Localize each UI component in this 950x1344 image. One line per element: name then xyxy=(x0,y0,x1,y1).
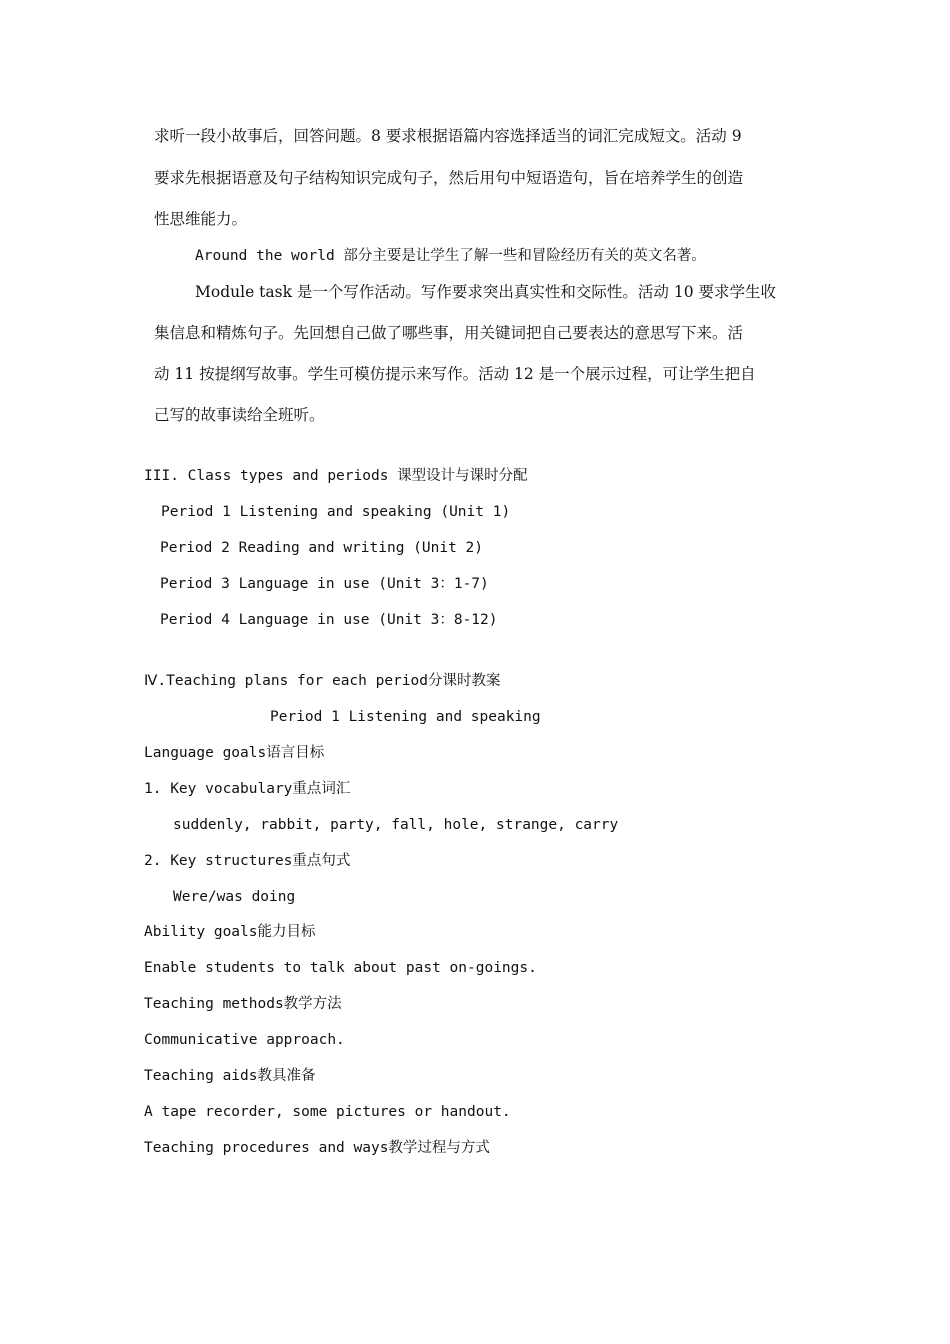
period-4-item: Period 4 Language in use (Unit 3：8-12) xyxy=(160,612,498,628)
module-task-line-4: 己写的故事读给全班听。 xyxy=(154,406,325,424)
ability-goals-heading: Ability goals能力目标 xyxy=(144,924,316,940)
teaching-procedures-heading: Teaching procedures and ways教学过程与方式 xyxy=(144,1140,490,1156)
around-the-world-paragraph: Around the world 部分主要是让学生了解一些和冒险经历有关的英文名著。 xyxy=(195,248,706,264)
intro-line-2: 要求先根据语意及句子结构知识完成句子，然后用句中短语造句，旨在培养学生的创造 xyxy=(154,169,744,187)
ability-goals-text: Enable students to talk about past on-goings. xyxy=(144,960,537,976)
module-task-line-2: 集信息和精炼句子。先回想自己做了哪些事，用关键词把自己要表达的意思写下来。活 xyxy=(154,324,744,342)
section-3-heading: III. Class types and periods 课型设计与课时分配 xyxy=(144,468,528,484)
vocabulary-list: suddenly, rabbit, party, fall, hole, strange, carry xyxy=(173,817,619,833)
key-structures-heading: 2. Key structures重点句式 xyxy=(144,853,351,869)
structure-item: Were/was doing xyxy=(173,889,296,905)
language-goals-heading: Language goals语言目标 xyxy=(144,745,325,761)
teaching-aids-text: A tape recorder, some pictures or handout. xyxy=(144,1104,511,1120)
key-vocabulary-heading: 1. Key vocabulary重点词汇 xyxy=(144,781,351,797)
period-3-item: Period 3 Language in use (Unit 3：1-7) xyxy=(160,576,489,592)
intro-line-1: 求听一段小故事后，回答问题。8 要求根据语篇内容选择适当的词汇完成短文。活动 9 xyxy=(154,127,742,145)
module-task-line-3: 动 11 按提纲写故事。学生可模仿提示来写作。活动 12 是一个展示过程，可让学生把自 xyxy=(154,365,756,383)
period-1-item: Period 1 Listening and speaking (Unit 1) xyxy=(161,504,511,520)
period-1-title: Period 1 Listening and speaking xyxy=(270,709,541,725)
period-2-item: Period 2 Reading and writing (Unit 2) xyxy=(160,540,484,556)
section-4-heading: Ⅳ.Teaching plans for each period分课时教案 xyxy=(144,673,501,689)
teaching-aids-heading: Teaching aids教具准备 xyxy=(144,1068,316,1084)
module-task-line-1: Module task 是一个写作活动。写作要求突出真实性和交际性。活动 10 要求学生收 xyxy=(195,283,776,301)
teaching-methods-heading: Teaching methods教学方法 xyxy=(144,996,342,1012)
teaching-methods-text: Communicative approach. xyxy=(144,1032,345,1048)
intro-line-3: 性思维能力。 xyxy=(154,210,248,228)
